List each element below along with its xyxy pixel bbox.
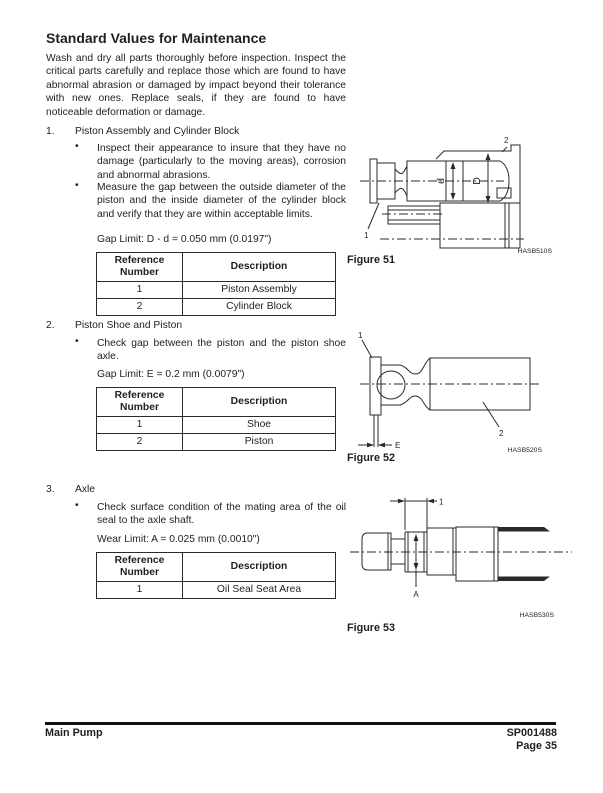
table-cell: Cylinder Block (183, 299, 336, 316)
figure53-callout-1: 1 (439, 497, 444, 507)
table-cell: Oil Seal Seat Area (183, 582, 336, 599)
section-1-number: 1. (46, 126, 55, 137)
figure52-dim-label-E: E (395, 441, 401, 450)
section-1-spec-table (96, 252, 336, 316)
table-cell: Piston Assembly (183, 282, 336, 299)
section-3-spec-table (96, 552, 336, 599)
figure52-callout-2: 2 (499, 429, 504, 438)
table-header-reference-number: Reference Number (97, 553, 183, 582)
table-header-reference-number: Reference Number (97, 253, 183, 282)
bullet-marker: • (75, 500, 79, 511)
section-1-bullet-2 (75, 181, 346, 221)
section-3-bullet-1 (75, 501, 346, 528)
bullet-text: Check surface condition of the mating area of the oil seal to the axle shaft. (97, 502, 346, 527)
bullet-marker: • (75, 180, 79, 191)
figure-51-caption: Figure 51 (347, 254, 396, 266)
footer-doc-number: SP001488 (506, 727, 557, 739)
section-2-gap-limit: Gap Limit: E = 0.2 mm (0.0079") (97, 369, 245, 380)
figure-53-drawing (346, 490, 576, 621)
figure-52-drawing (350, 318, 575, 455)
figure53-dim-label-A: A (413, 590, 419, 599)
figure51-code: HASB510S (517, 248, 552, 255)
figure51-callout-1: 1 (364, 231, 369, 240)
figure-52-caption: Figure 52 (347, 452, 396, 464)
table-row (97, 434, 336, 451)
table-header-row (97, 553, 336, 582)
bullet-text: Inspect their appearance to insure that they have no damage (particularly to the moving areas), corrosion and abnormal abrasions. (97, 143, 346, 181)
section-3-number: 3. (46, 484, 55, 495)
section-3-heading (46, 484, 95, 495)
table-cell: Piston (183, 434, 336, 451)
table-cell: 1 (97, 417, 183, 434)
section-3-heading-text: Axle (75, 484, 96, 495)
figure51-dim-label-D: D (471, 177, 483, 185)
section-3-wear-limit: Wear Limit: A = 0.025 mm (0.0010") (97, 534, 260, 545)
table-header-row (97, 388, 336, 417)
section-1-gap-limit: Gap Limit: D - d = 0.050 mm (0.0197") (97, 234, 272, 245)
table-cell: Shoe (183, 417, 336, 434)
table-row (97, 299, 336, 316)
intro-paragraph: Wash and dry all parts thoroughly before inspection. Inspect the critical parts carefully and replace those which are found to have abnormal abrasion or damaged by impact beyond their tolerance with new ones. Replace seals, if they are found to have noticeable deformation or damage. (46, 53, 346, 118)
figure51-callout-2: 2 (504, 136, 509, 145)
footer-page-number: Page 35 (516, 740, 557, 752)
page-title: Standard Values for Maintenance (46, 30, 267, 46)
section-1-heading (46, 126, 239, 137)
section-2-heading (46, 320, 182, 331)
footer-doc-info (507, 727, 557, 753)
bullet-marker: • (75, 336, 79, 347)
figure52-callout-1: 1 (358, 331, 363, 340)
section-1-bullet-1 (75, 142, 346, 182)
bullet-text: Measure the gap between the outside diameter of the piston and the inside diameter of the cylinder block and verify that they are within acceptable limits. (97, 182, 346, 220)
table-row (97, 282, 336, 299)
figure-51-drawing (352, 133, 572, 255)
figure-53-caption: Figure 53 (347, 622, 396, 634)
table-row (97, 417, 336, 434)
table-header-description: Description (183, 253, 336, 282)
table-row (97, 582, 336, 599)
table-header-description: Description (183, 388, 336, 417)
table-header-row (97, 253, 336, 282)
section-2-spec-table (96, 387, 336, 451)
section-2-bullet-1 (75, 337, 346, 364)
table-header-reference-number: Reference Number (97, 388, 183, 417)
table-header-description: Description (183, 553, 336, 582)
table-cell: 1 (97, 282, 183, 299)
figure51-dim-label-d: d (435, 178, 447, 184)
bullet-marker: • (75, 141, 79, 152)
table-cell: 1 (97, 582, 183, 599)
bullet-text: Check gap between the piston and the piston shoe axle. (97, 338, 346, 363)
section-2-number: 2. (46, 320, 55, 331)
section-1-heading-text: Piston Assembly and Cylinder Block (75, 126, 240, 137)
figure52-code: HASB520S (507, 447, 542, 454)
table-cell: 2 (97, 299, 183, 316)
section-2-heading-text: Piston Shoe and Piston (75, 320, 183, 331)
table-cell: 2 (97, 434, 183, 451)
footer-divider (45, 722, 556, 725)
figure53-code: HASB530S (519, 612, 554, 619)
footer-product-name: Main Pump (45, 727, 103, 739)
